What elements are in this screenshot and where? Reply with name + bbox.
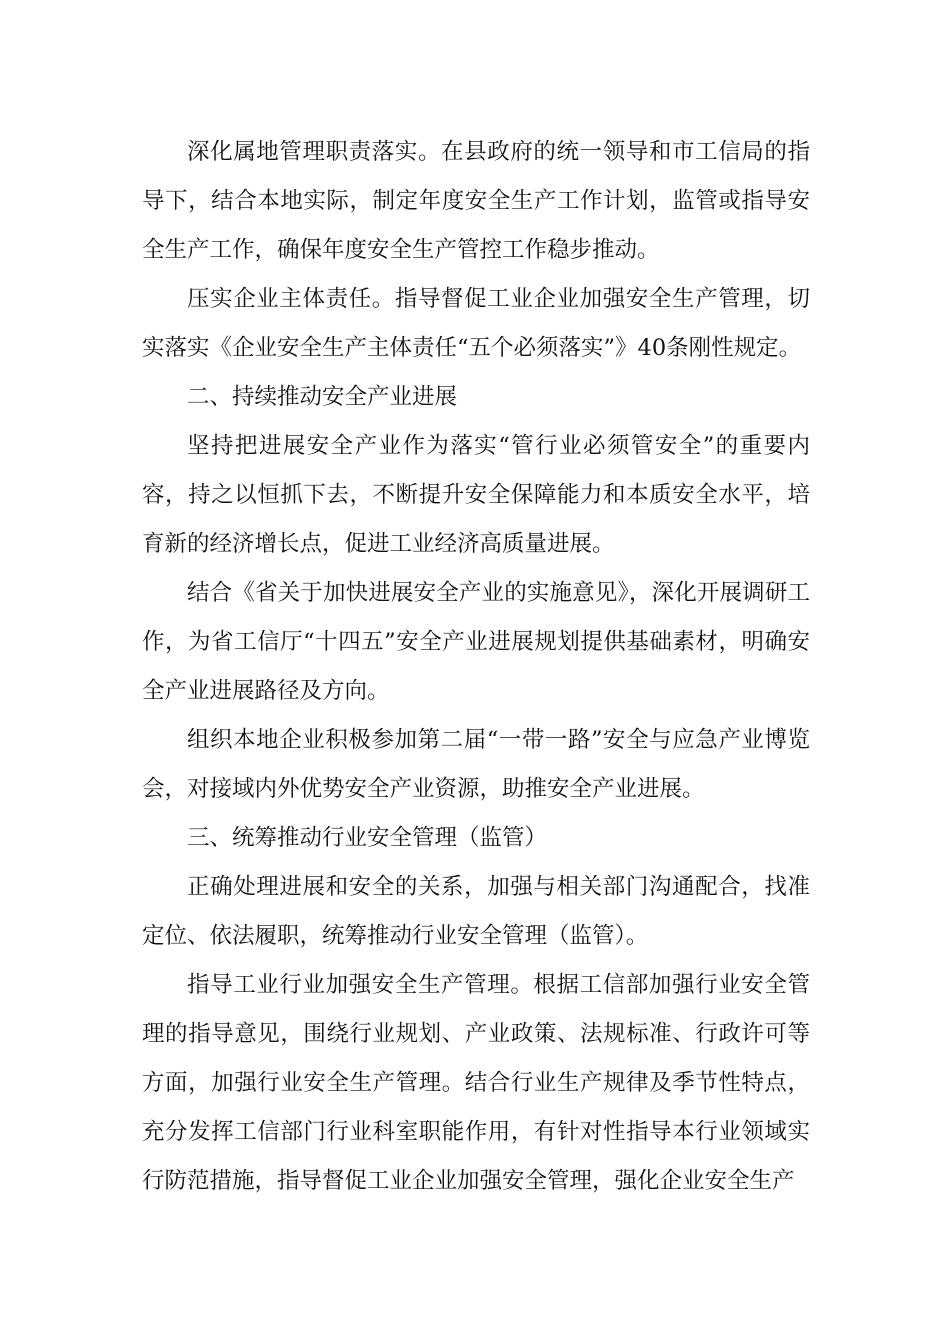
paragraph-provincial-opinion: 结合《省关于加快进展安全产业的实施意见》，深化开展调研工作，为省工信厅“十四五”安全产业进展规划提供基础素材，明确安全产业进展路径及方向。	[142, 580, 810, 704]
paragraph-industry-guidance: 指导工业行业加强安全生产管理。根据工信部加强行业安全管理的指导意见，围绕行业规划、产业政策、法规标准、行政许可等方面，加强行业安全生产管理。结合行业生产规律及季节性特点，充分发挥工信部门行业科室职能作用，有针对性指导本行业领域实行防范措施，指导督促工业企业加强安全管理，强化企业安全生产	[142, 972, 810, 1194]
paragraph-expo: 组织本地企业积极参加第二届“一带一路”安全与应急产业博览会，对接域内外优势安全产业资源，助推安全产业进展。	[142, 727, 810, 802]
document-body	[142, 128, 810, 1206]
paragraph-safety-industry: 坚持把进展安全产业作为落实“管行业必须管安全”的重要内容，持之以恒抓下去，不断提升安全保障能力和本质安全水平，培育新的经济增长点，促进工业经济高质量进展。	[142, 433, 810, 557]
section-heading-3: 三、统筹推动行业安全管理（监管）	[187, 825, 548, 851]
section-heading-2: 二、持续推动安全产业进展	[187, 384, 458, 410]
paragraph-enterprise-responsibility: 压实企业主体责任。指导督促工业企业加强安全生产管理，切实落实《企业安全生产主体责任“五个必须落实”》40条刚性规定。	[142, 286, 810, 361]
paragraph-development-and-safety: 正确处理进展和安全的关系，加强与相关部门沟通配合，找准定位、依法履职，统筹推动行业安全管理（监管）。	[142, 874, 810, 949]
paragraph-territorial-responsibility: 深化属地管理职责落实。在县政府的统一领导和市工信局的指导下，结合本地实际，制定年度安全生产工作计划，监管或指导安全生产工作，确保年度安全生产管控工作稳步推动。	[142, 139, 810, 263]
